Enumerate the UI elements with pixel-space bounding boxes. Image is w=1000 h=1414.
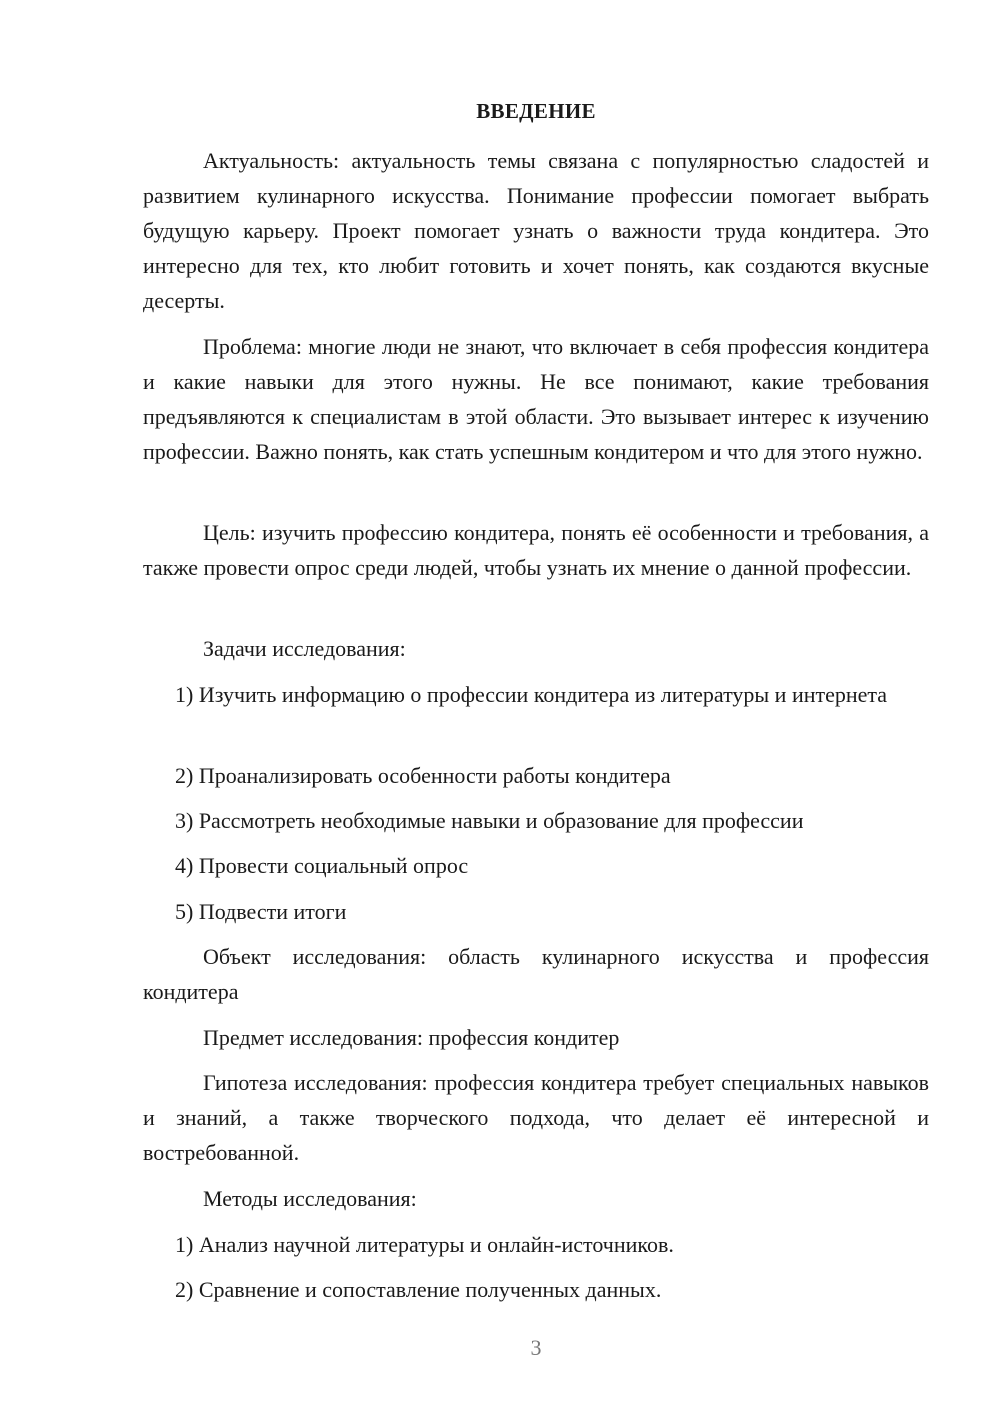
task-item-5: 5) Подвести итоги — [175, 899, 347, 924]
page-number: 3 — [530, 1335, 542, 1360]
task-item-3: 3) Рассмотреть необходимые навыки и образование для профессии — [175, 808, 804, 833]
relevance-paragraph: Актуальность: актуальность темы связана с популярностью сладостей и развитием кулинарного искусства. Понимание профессии помогает выбрать будущую карьеру. Проект помогает узнать о важности труда кондитера. Это интересно для тех, кто любит готовить и хочет понять, как создаются вкусные десерты. — [143, 148, 929, 313]
methods-heading: Методы исследования: — [203, 1186, 417, 1211]
hypothesis-paragraph: Гипотеза исследования: профессия кондитера требует специальных навыков и знаний, а также творческого подхода, что делает её интересной и востребованной. — [143, 1070, 929, 1165]
subject-paragraph: Предмет исследования: профессия кондитер — [203, 1025, 620, 1050]
goal-paragraph: Цель: изучить профессию кондитера, понять её особенности и требования, а также провести опрос среди людей, чтобы узнать их мнение о данной профессии. — [143, 520, 929, 580]
task-item-2: 2) Проанализировать особенности работы кондитера — [175, 763, 671, 788]
page-title: ВВЕДЕНИЕ — [476, 99, 596, 123]
tasks-heading: Задачи исследования: — [203, 636, 406, 661]
task-item-1: 1) Изучить информацию о профессии кондитера из литературы и интернета — [175, 682, 888, 707]
problem-paragraph: Проблема: многие люди не знают, что включает в себя профессия кондитера и какие навыки для этого нужны. Не все понимают, какие требования предъявляются к специалистам в этой области. Это вызывает интерес к изучению профессии. Важно понять, как стать успешным кондитером и что для этого нужно. — [143, 334, 929, 464]
method-item-1: 1) Анализ научной литературы и онлайн-источников. — [175, 1232, 674, 1257]
method-item-2: 2) Сравнение и сопоставление полученных данных. — [175, 1277, 662, 1302]
object-paragraph: Объект исследования: область кулинарного искусства и профессия кондитера — [143, 944, 929, 1004]
task-item-4: 4) Провести социальный опрос — [175, 853, 469, 878]
